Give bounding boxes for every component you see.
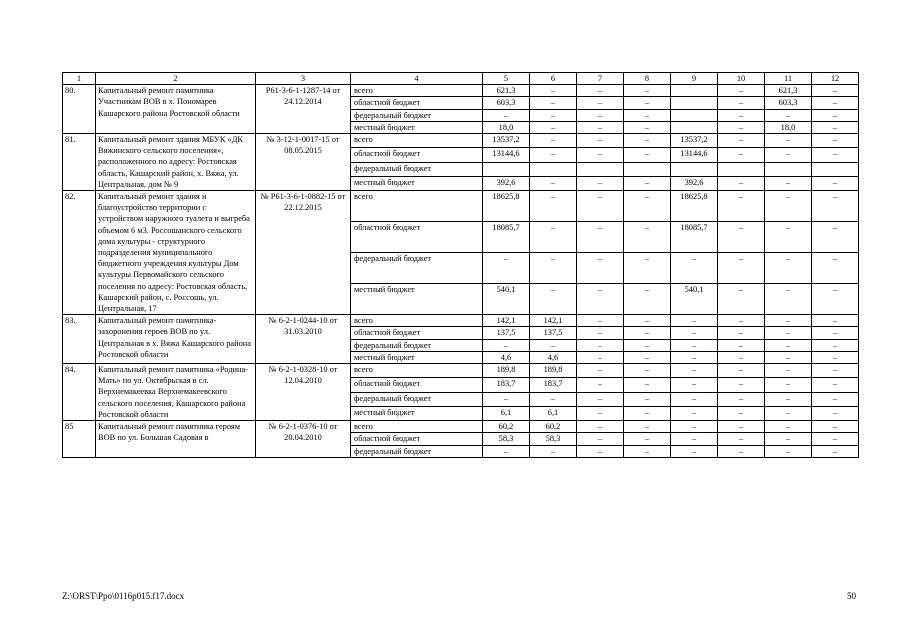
amount-cell: –: [530, 191, 577, 222]
amount-cell: –: [765, 222, 812, 253]
amount-cell: –: [812, 191, 859, 222]
amount-cell: –: [718, 315, 765, 327]
amount-cell: –: [671, 315, 718, 327]
funding-source: всего: [351, 421, 483, 433]
amount-cell: –: [812, 351, 859, 363]
amount-cell: 603,3: [765, 97, 812, 109]
amount-cell: 4,6: [483, 351, 530, 363]
column-number: 4: [351, 73, 483, 85]
amount-cell: –: [812, 339, 859, 351]
amount-cell: –: [577, 327, 624, 339]
funding-source: федеральный бюджет: [351, 162, 483, 176]
amount-cell: –: [577, 284, 624, 315]
amount-cell: –: [812, 392, 859, 406]
amount-cell: –: [718, 191, 765, 222]
amount-cell: 603,3: [483, 97, 530, 109]
amount-cell: –: [624, 327, 671, 339]
item-number: 83.: [63, 315, 96, 364]
funding-source: областной бюджет: [351, 327, 483, 339]
funding-source: федеральный бюджет: [351, 445, 483, 457]
amount-cell: –: [765, 315, 812, 327]
amount-cell: –: [577, 148, 624, 162]
document-ref: № Р61-3-6-1-0882-15 от 22.12.2015: [256, 191, 351, 315]
amount-cell: 621,3: [483, 85, 530, 97]
amount-cell: –: [718, 327, 765, 339]
amount-cell: –: [530, 176, 577, 190]
amount-cell: –: [577, 134, 624, 148]
amount-cell: –: [624, 378, 671, 392]
amount-cell: 13537,2: [483, 134, 530, 148]
amount-cell: [671, 121, 718, 133]
amount-cell: –: [671, 392, 718, 406]
amount-cell: –: [718, 392, 765, 406]
amount-cell: –: [530, 148, 577, 162]
amount-cell: 189,8: [483, 364, 530, 378]
amount-cell: –: [812, 176, 859, 190]
object-name: Капитальный ремонт памятника героям ВОВ по ул. Большая Садовая в: [96, 421, 256, 458]
amount-cell: –: [765, 433, 812, 445]
amount-cell: 540,1: [483, 284, 530, 315]
amount-cell: –: [718, 121, 765, 133]
amount-cell: –: [530, 339, 577, 351]
amount-cell: –: [624, 253, 671, 284]
amount-cell: –: [624, 134, 671, 148]
amount-cell: –: [577, 222, 624, 253]
object-name: Капитальный ремонт здания и благоустройство территории с устройством наружного туалета и выгреба объемом 6 м3. Россошанского сельского дома культуры - структурного подразделения муниципального бюджетного учреждения культуры Дом культуры Первомайского сельского поселения по адресу: Ростовская область, Кашарский район, с. Россошь, ул. Центральная, 17: [96, 191, 256, 315]
amount-cell: –: [718, 148, 765, 162]
amount-cell: –: [577, 378, 624, 392]
amount-cell: –: [624, 445, 671, 457]
amount-cell: [671, 97, 718, 109]
amount-cell: –: [624, 284, 671, 315]
budget-table: [62, 72, 859, 458]
funding-source: областной бюджет: [351, 433, 483, 445]
amount-cell: –: [812, 134, 859, 148]
funding-source: всего: [351, 191, 483, 222]
amount-cell: –: [671, 421, 718, 433]
amount-cell: –: [671, 339, 718, 351]
amount-cell: –: [812, 315, 859, 327]
amount-cell: –: [530, 222, 577, 253]
amount-cell: –: [718, 85, 765, 97]
funding-source: всего: [351, 315, 483, 327]
amount-cell: 540,1: [671, 284, 718, 315]
column-number: 6: [530, 73, 577, 85]
amount-cell: 60,2: [530, 421, 577, 433]
amount-cell: 392,6: [483, 176, 530, 190]
amount-cell: –: [624, 364, 671, 378]
amount-cell: –: [624, 148, 671, 162]
amount-cell: –: [671, 327, 718, 339]
amount-cell: 4,6: [530, 351, 577, 363]
funding-source: местный бюджет: [351, 351, 483, 363]
amount-cell: –: [577, 339, 624, 351]
amount-cell: 142,1: [530, 315, 577, 327]
table-row: [63, 421, 859, 433]
amount-cell: –: [718, 406, 765, 420]
funding-source: всего: [351, 364, 483, 378]
amount-cell: –: [577, 392, 624, 406]
amount-cell: –: [765, 339, 812, 351]
amount-cell: –: [577, 445, 624, 457]
amount-cell: –: [577, 421, 624, 433]
document-ref: № 6-2-1-0328-10 от 12.04.2010: [256, 364, 351, 421]
amount-cell: 13144,6: [671, 148, 718, 162]
funding-source: областной бюджет: [351, 148, 483, 162]
amount-cell: 18,0: [483, 121, 530, 133]
amount-cell: –: [718, 97, 765, 109]
amount-cell: –: [718, 284, 765, 315]
funding-source: федеральный бюджет: [351, 392, 483, 406]
amount-cell: –: [577, 351, 624, 363]
amount-cell: –: [483, 109, 530, 121]
amount-cell: –: [812, 433, 859, 445]
amount-cell: –: [718, 109, 765, 121]
amount-cell: –: [765, 378, 812, 392]
amount-cell: –: [624, 191, 671, 222]
amount-cell: –: [624, 421, 671, 433]
amount-cell: –: [483, 339, 530, 351]
amount-cell: –: [765, 351, 812, 363]
amount-cell: –: [577, 315, 624, 327]
amount-cell: –: [624, 222, 671, 253]
amount-cell: –: [718, 433, 765, 445]
amount-cell: 137,5: [530, 327, 577, 339]
item-number: 81.: [63, 134, 96, 191]
amount-cell: –: [671, 351, 718, 363]
amount-cell: –: [530, 392, 577, 406]
funding-source: областной бюджет: [351, 222, 483, 253]
amount-cell: –: [765, 392, 812, 406]
amount-cell: –: [483, 445, 530, 457]
amount-cell: 58,3: [483, 433, 530, 445]
object-name: Капитальный ремонт памятника «Родина- Мать» по ул. Октябрьская в сл. Верхнемакеевка Верхнемакеевского сельского поселения, Кашарского района Ростовской области: [96, 364, 256, 421]
amount-cell: –: [577, 406, 624, 420]
amount-cell: [718, 162, 765, 176]
funding-source: местный бюджет: [351, 284, 483, 315]
funding-source: федеральный бюджет: [351, 109, 483, 121]
amount-cell: [765, 162, 812, 176]
amount-cell: –: [765, 191, 812, 222]
amount-cell: 183,7: [530, 378, 577, 392]
amount-cell: –: [812, 406, 859, 420]
amount-cell: –: [483, 392, 530, 406]
amount-cell: –: [718, 421, 765, 433]
amount-cell: [671, 109, 718, 121]
amount-cell: [577, 162, 624, 176]
amount-cell: –: [812, 222, 859, 253]
column-number: 5: [483, 73, 530, 85]
amount-cell: –: [624, 121, 671, 133]
amount-cell: [671, 162, 718, 176]
amount-cell: –: [671, 253, 718, 284]
column-number-row: [63, 73, 859, 85]
document-ref: № 6-2-1-0244-10 от 31.03.2010: [256, 315, 351, 364]
amount-cell: –: [812, 421, 859, 433]
amount-cell: 58,3: [530, 433, 577, 445]
amount-cell: –: [530, 97, 577, 109]
document-ref: № 6-2-1-0376-10 от 20.04.2010: [256, 421, 351, 458]
page-number: 50: [847, 591, 856, 601]
amount-cell: –: [577, 176, 624, 190]
amount-cell: –: [483, 253, 530, 284]
funding-source: областной бюджет: [351, 378, 483, 392]
column-number: 12: [812, 73, 859, 85]
item-number: 85: [63, 421, 96, 458]
amount-cell: –: [765, 134, 812, 148]
table-row: [63, 134, 859, 148]
amount-cell: –: [718, 445, 765, 457]
amount-cell: 6,1: [483, 406, 530, 420]
amount-cell: 18085,7: [671, 222, 718, 253]
amount-cell: –: [812, 378, 859, 392]
amount-cell: 60,2: [483, 421, 530, 433]
amount-cell: 18,0: [765, 121, 812, 133]
column-number: 7: [577, 73, 624, 85]
table-row: [63, 191, 859, 222]
column-number: 8: [624, 73, 671, 85]
amount-cell: [483, 162, 530, 176]
amount-cell: –: [624, 176, 671, 190]
amount-cell: –: [577, 253, 624, 284]
amount-cell: –: [577, 121, 624, 133]
amount-cell: 18085,7: [483, 222, 530, 253]
amount-cell: [624, 162, 671, 176]
file-path: Z:\ORST\Ppo\0116p015.f17.docx: [62, 591, 185, 601]
amount-cell: –: [624, 351, 671, 363]
amount-cell: –: [530, 85, 577, 97]
amount-cell: –: [624, 109, 671, 121]
amount-cell: 13144,6: [483, 148, 530, 162]
amount-cell: –: [765, 176, 812, 190]
amount-cell: –: [577, 97, 624, 109]
amount-cell: –: [718, 364, 765, 378]
amount-cell: –: [671, 433, 718, 445]
amount-cell: 13537,2: [671, 134, 718, 148]
column-number: 3: [256, 73, 351, 85]
funding-source: федеральный бюджет: [351, 339, 483, 351]
amount-cell: –: [718, 351, 765, 363]
object-name: Капитальный ремонт памятника Участникам ВОВ в х. Пономарев Кашарского района Ростовской области: [96, 85, 256, 134]
amount-cell: –: [812, 364, 859, 378]
amount-cell: –: [765, 327, 812, 339]
amount-cell: –: [812, 284, 859, 315]
amount-cell: 142,1: [483, 315, 530, 327]
object-name: Капитальный ремонт памятника-захоронения героев ВОВ по ул. Центральная в х. Вяжа Кашарского района Ростовской области: [96, 315, 256, 364]
amount-cell: –: [530, 121, 577, 133]
amount-cell: –: [812, 121, 859, 133]
amount-cell: –: [577, 85, 624, 97]
amount-cell: –: [718, 134, 765, 148]
amount-cell: –: [765, 253, 812, 284]
funding-source: областной бюджет: [351, 97, 483, 109]
amount-cell: –: [671, 406, 718, 420]
amount-cell: –: [765, 148, 812, 162]
amount-cell: –: [765, 284, 812, 315]
amount-cell: –: [530, 445, 577, 457]
amount-cell: 18625,8: [483, 191, 530, 222]
amount-cell: 183,7: [483, 378, 530, 392]
amount-cell: –: [765, 445, 812, 457]
amount-cell: –: [765, 109, 812, 121]
table-row: [63, 85, 859, 97]
amount-cell: 392,6: [671, 176, 718, 190]
amount-cell: –: [718, 222, 765, 253]
column-number: 1: [63, 73, 96, 85]
amount-cell: –: [577, 364, 624, 378]
item-number: 82.: [63, 191, 96, 315]
document-ref: № 3-12-1-0017-15 от 08.05.2015: [256, 134, 351, 191]
amount-cell: –: [577, 433, 624, 445]
amount-cell: –: [577, 191, 624, 222]
column-number: 10: [718, 73, 765, 85]
amount-cell: –: [812, 327, 859, 339]
amount-cell: –: [765, 364, 812, 378]
column-number: 2: [96, 73, 256, 85]
amount-cell: –: [530, 109, 577, 121]
amount-cell: [530, 162, 577, 176]
amount-cell: –: [718, 176, 765, 190]
document-ref: Р61-3-6-1-1287-14 от 24.12.2014: [256, 85, 351, 134]
amount-cell: –: [624, 433, 671, 445]
amount-cell: –: [671, 445, 718, 457]
amount-cell: –: [812, 253, 859, 284]
amount-cell: 621,3: [765, 85, 812, 97]
amount-cell: –: [765, 421, 812, 433]
object-name: Капитальный ремонт здания МБУК «ДК Вяжинского сельского поселения», расположенного по адресу: Ростовская область, Кашарский район, х. Вяжа, ул. Центральная, дом № 9: [96, 134, 256, 191]
amount-cell: –: [718, 339, 765, 351]
funding-source: всего: [351, 134, 483, 148]
amount-cell: 137,5: [483, 327, 530, 339]
amount-cell: –: [718, 253, 765, 284]
amount-cell: [671, 85, 718, 97]
funding-source: местный бюджет: [351, 406, 483, 420]
amount-cell: –: [765, 406, 812, 420]
table-row: [63, 315, 859, 327]
amount-cell: –: [812, 109, 859, 121]
amount-cell: –: [530, 284, 577, 315]
amount-cell: –: [624, 85, 671, 97]
table-row: [63, 364, 859, 378]
funding-source: всего: [351, 85, 483, 97]
amount-cell: –: [718, 378, 765, 392]
amount-cell: –: [624, 315, 671, 327]
amount-cell: –: [624, 339, 671, 351]
amount-cell: –: [812, 97, 859, 109]
amount-cell: 189,8: [530, 364, 577, 378]
amount-cell: –: [577, 109, 624, 121]
amount-cell: –: [671, 378, 718, 392]
amount-cell: –: [624, 406, 671, 420]
amount-cell: –: [671, 364, 718, 378]
amount-cell: –: [530, 134, 577, 148]
amount-cell: –: [624, 392, 671, 406]
amount-cell: –: [624, 97, 671, 109]
column-number: 9: [671, 73, 718, 85]
amount-cell: –: [530, 253, 577, 284]
item-number: 80.: [63, 85, 96, 134]
amount-cell: –: [812, 445, 859, 457]
item-number: 84.: [63, 364, 96, 421]
funding-source: федеральный бюджет: [351, 253, 483, 284]
amount-cell: –: [812, 148, 859, 162]
funding-source: местный бюджет: [351, 121, 483, 133]
funding-source: местный бюджет: [351, 176, 483, 190]
amount-cell: 6,1: [530, 406, 577, 420]
amount-cell: –: [812, 85, 859, 97]
column-number: 11: [765, 73, 812, 85]
amount-cell: 18625,8: [671, 191, 718, 222]
amount-cell: [812, 162, 859, 176]
